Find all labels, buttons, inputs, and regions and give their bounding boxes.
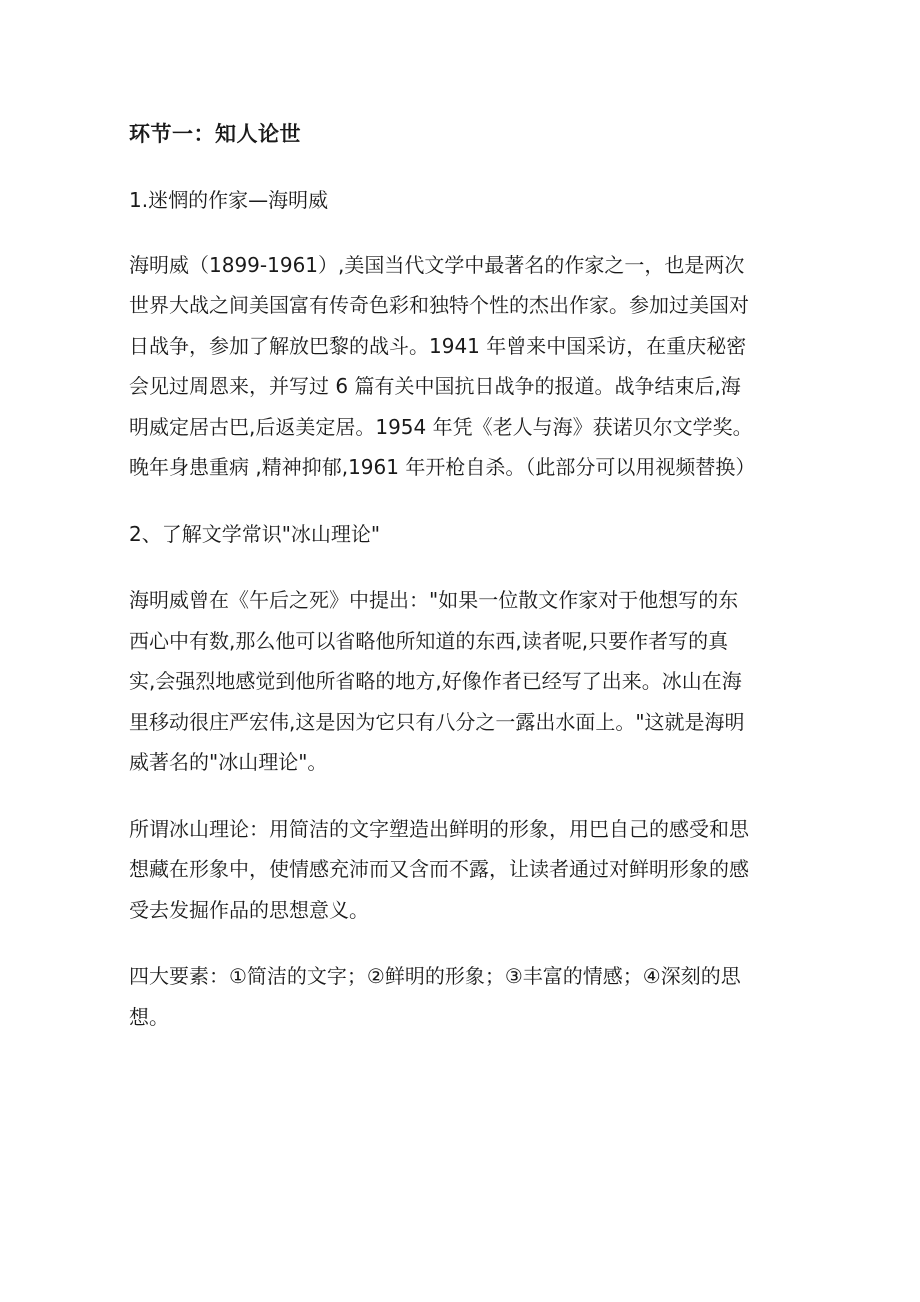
paragraph-line: 明威定居古巴,后返美定居。1954 年凭《老人与海》获诺贝尔文学奖。	[129, 414, 753, 439]
section-title: 环节一：知人论世	[129, 122, 301, 146]
paragraph-line: 所谓冰山理论：用简洁的文字塑造出鲜明的形象，用巴自己的感受和思	[129, 816, 749, 841]
hemingway-biography-paragraph	[129, 245, 805, 488]
paragraph-line: 日战争，参加了解放巴黎的战斗。1941 年曾来中国采访，在重庆秘密	[129, 333, 747, 358]
paragraph-line: 会见过周恩来，并写过 6 篇有关中国抗日战争的报道。战争结束后,海	[129, 374, 741, 398]
paragraph-line: 想藏在形象中，使情感充沛而又含而不露，让读者通过对鲜明形象的感	[129, 857, 749, 881]
paragraph-line: 海明威曾在《午后之死》中提出："如果一位散文作家对于他想写的东	[129, 588, 739, 612]
paragraph-line: 四大要素：①简洁的文字；②鲜明的形象；③丰富的情感；④深刻的思	[129, 964, 741, 988]
paragraph-line: 威著名的"冰山理论"。	[129, 750, 328, 774]
paragraph-line: 实,会强烈地感觉到他所省略的地方,好像作者已经写了出来。冰山在海	[129, 669, 742, 693]
document-body	[129, 112, 805, 1037]
subsection-title-hemingway: 1.迷惘的作家—海明威	[129, 188, 329, 212]
paragraph-line: 想。	[129, 1004, 169, 1029]
paragraph-line: 西心中有数,那么他可以省略他所知道的东西,读者呢,只要作者写的真	[129, 628, 729, 653]
paragraph-line: 世界大战之间美国富有传奇色彩和独特个性的杰出作家。参加过美国对	[129, 293, 749, 317]
paragraph-line: 里移动很庄严宏伟,这是因为它只有八分之一露出水面上。"这就是海明	[129, 709, 745, 734]
four-elements-paragraph	[129, 956, 805, 1037]
subsection-title-iceberg-theory: 2、了解文学常识"冰山理论"	[129, 521, 381, 546]
paragraph-line: 晚年身患重病 ,精神抑郁,1961 年开枪自杀。（此部分可以用视频替换）	[129, 455, 756, 479]
iceberg-quote-paragraph	[129, 580, 805, 783]
iceberg-definition-paragraph	[129, 809, 805, 931]
paragraph-line: 受去发掘作品的思想意义。	[129, 897, 369, 922]
paragraph-line: 海明威（1899-1961）,美国当代文学中最著名的作家之一，也是两次	[129, 252, 745, 277]
